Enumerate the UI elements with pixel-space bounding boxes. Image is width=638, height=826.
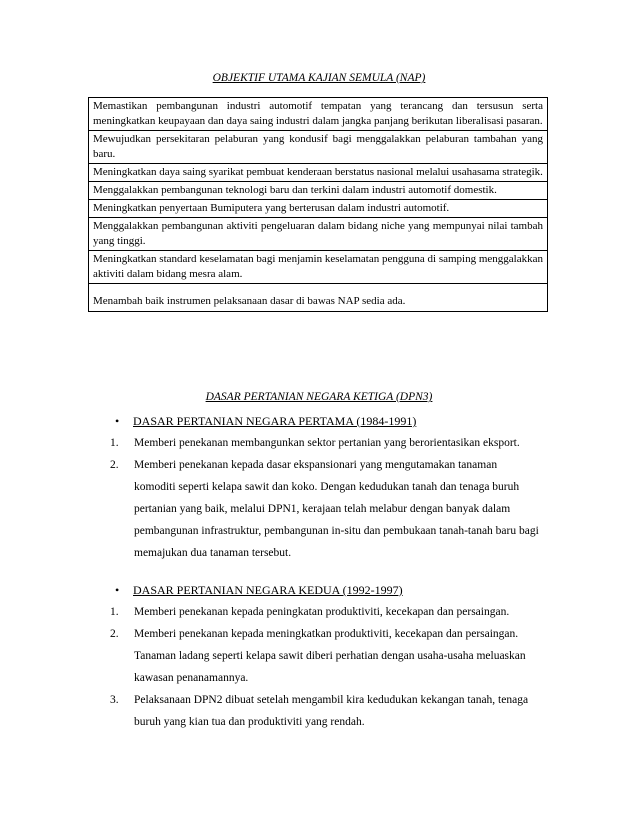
table-row	[89, 98, 548, 131]
list-item	[110, 454, 540, 564]
dpn2-list	[110, 601, 540, 733]
list-item-text: Memberi penekanan kepada peningkatan produktiviti, kecekapan dan persaingan.	[134, 606, 510, 618]
bullet-icon: •	[115, 583, 120, 597]
list-number: 1.	[110, 606, 119, 618]
list-number: 3.	[110, 694, 119, 706]
table-cell: Meningkatkan daya saing syarikat pembuat kenderaan berstatus nasional melalui usahasama strategik.	[89, 164, 548, 182]
list-item-text: Pelaksanaan DPN2 dibuat setelah mengambil kira kedudukan kekangan tanah, tenaga buruh yang kian tua dan produktiviti yang rendah.	[134, 694, 529, 728]
nap-title: OBJEKTIF UTAMA KAJIAN SEMULA (NAP)	[212, 72, 426, 84]
table-row	[89, 284, 548, 312]
table-row	[89, 251, 548, 284]
table-cell: Menambah baik instrumen pelaksanaan dasar di bawas NAP sedia ada.	[89, 284, 548, 312]
table-row	[89, 131, 548, 164]
dpn1-list	[110, 432, 540, 564]
list-number: 1.	[110, 437, 119, 449]
list-item	[110, 689, 540, 733]
section-heading-text: DASAR PERTANIAN NEGARA PERTAMA (1984-1991)	[133, 414, 417, 428]
section-heading-dpn1	[115, 414, 416, 429]
table-cell: Menggalakkan pembangunan teknologi baru dan terkini dalam industri automotif domestik.	[89, 182, 548, 200]
table-row	[89, 218, 548, 251]
table-row	[89, 164, 548, 182]
table-cell: Meningkatkan penyertaan Bumiputera yang berterusan dalam industri automotif.	[89, 200, 548, 218]
dpn3-title: DASAR PERTANIAN NEGARA KETIGA (DPN3)	[205, 391, 433, 403]
list-number: 2.	[110, 459, 119, 471]
table-cell: Mewujudkan persekitaran pelaburan yang kondusif bagi menggalakkan pelaburan tambahan yang baru.	[89, 131, 548, 164]
list-item	[110, 623, 540, 689]
table-cell: Meningkatkan standard keselamatan bagi menjamin keselamatan pengguna di samping menggalakkan aktiviti dalam bidang mesra alam.	[89, 251, 548, 284]
section-heading-dpn2	[115, 583, 403, 598]
section-heading-text: DASAR PERTANIAN NEGARA KEDUA (1992-1997)	[133, 583, 403, 597]
list-item	[110, 601, 540, 623]
list-item-text: Memberi penekanan membangunkan sektor pertanian yang berorientasikan eksport.	[134, 437, 520, 449]
nap-objectives-table	[88, 97, 548, 312]
bullet-icon: •	[115, 414, 120, 428]
list-item	[110, 432, 540, 454]
table-cell: Memastikan pembangunan industri automotif tempatan yang terancang dan tersusun serta meningkatkan keupayaan dan daya saing industri dalam jangka panjang berikutan liberalisasi pasaran.	[89, 98, 548, 131]
table-row	[89, 200, 548, 218]
list-item-text: Memberi penekanan kepada dasar ekspansionari yang mengutamakan tanaman komoditi seperti kelapa sawit dan koko. Dengan kedudukan tanah dan tenaga buruh pertanian yang baik, melalui DPN1, kerajaan telah melabur dengan banyak dalam pembangunan infrastruktur, pembangunan in-situ dan pembukaan tanah-tanah baru bagi memajukan dua tanaman tersebut.	[134, 459, 539, 559]
table-cell: Menggalakkan pembangunan aktiviti pengeluaran dalam bidang niche yang mempunyai nilai tambah yang tinggi.	[89, 218, 548, 251]
table-row	[89, 182, 548, 200]
list-item-text: Memberi penekanan kepada meningkatkan produktiviti, kecekapan dan persaingan. Tanaman ladang seperti kelapa sawit diberi perhatian dengan usaha-usaha meluaskan kawasan penanamannya.	[134, 628, 526, 684]
list-number: 2.	[110, 628, 119, 640]
